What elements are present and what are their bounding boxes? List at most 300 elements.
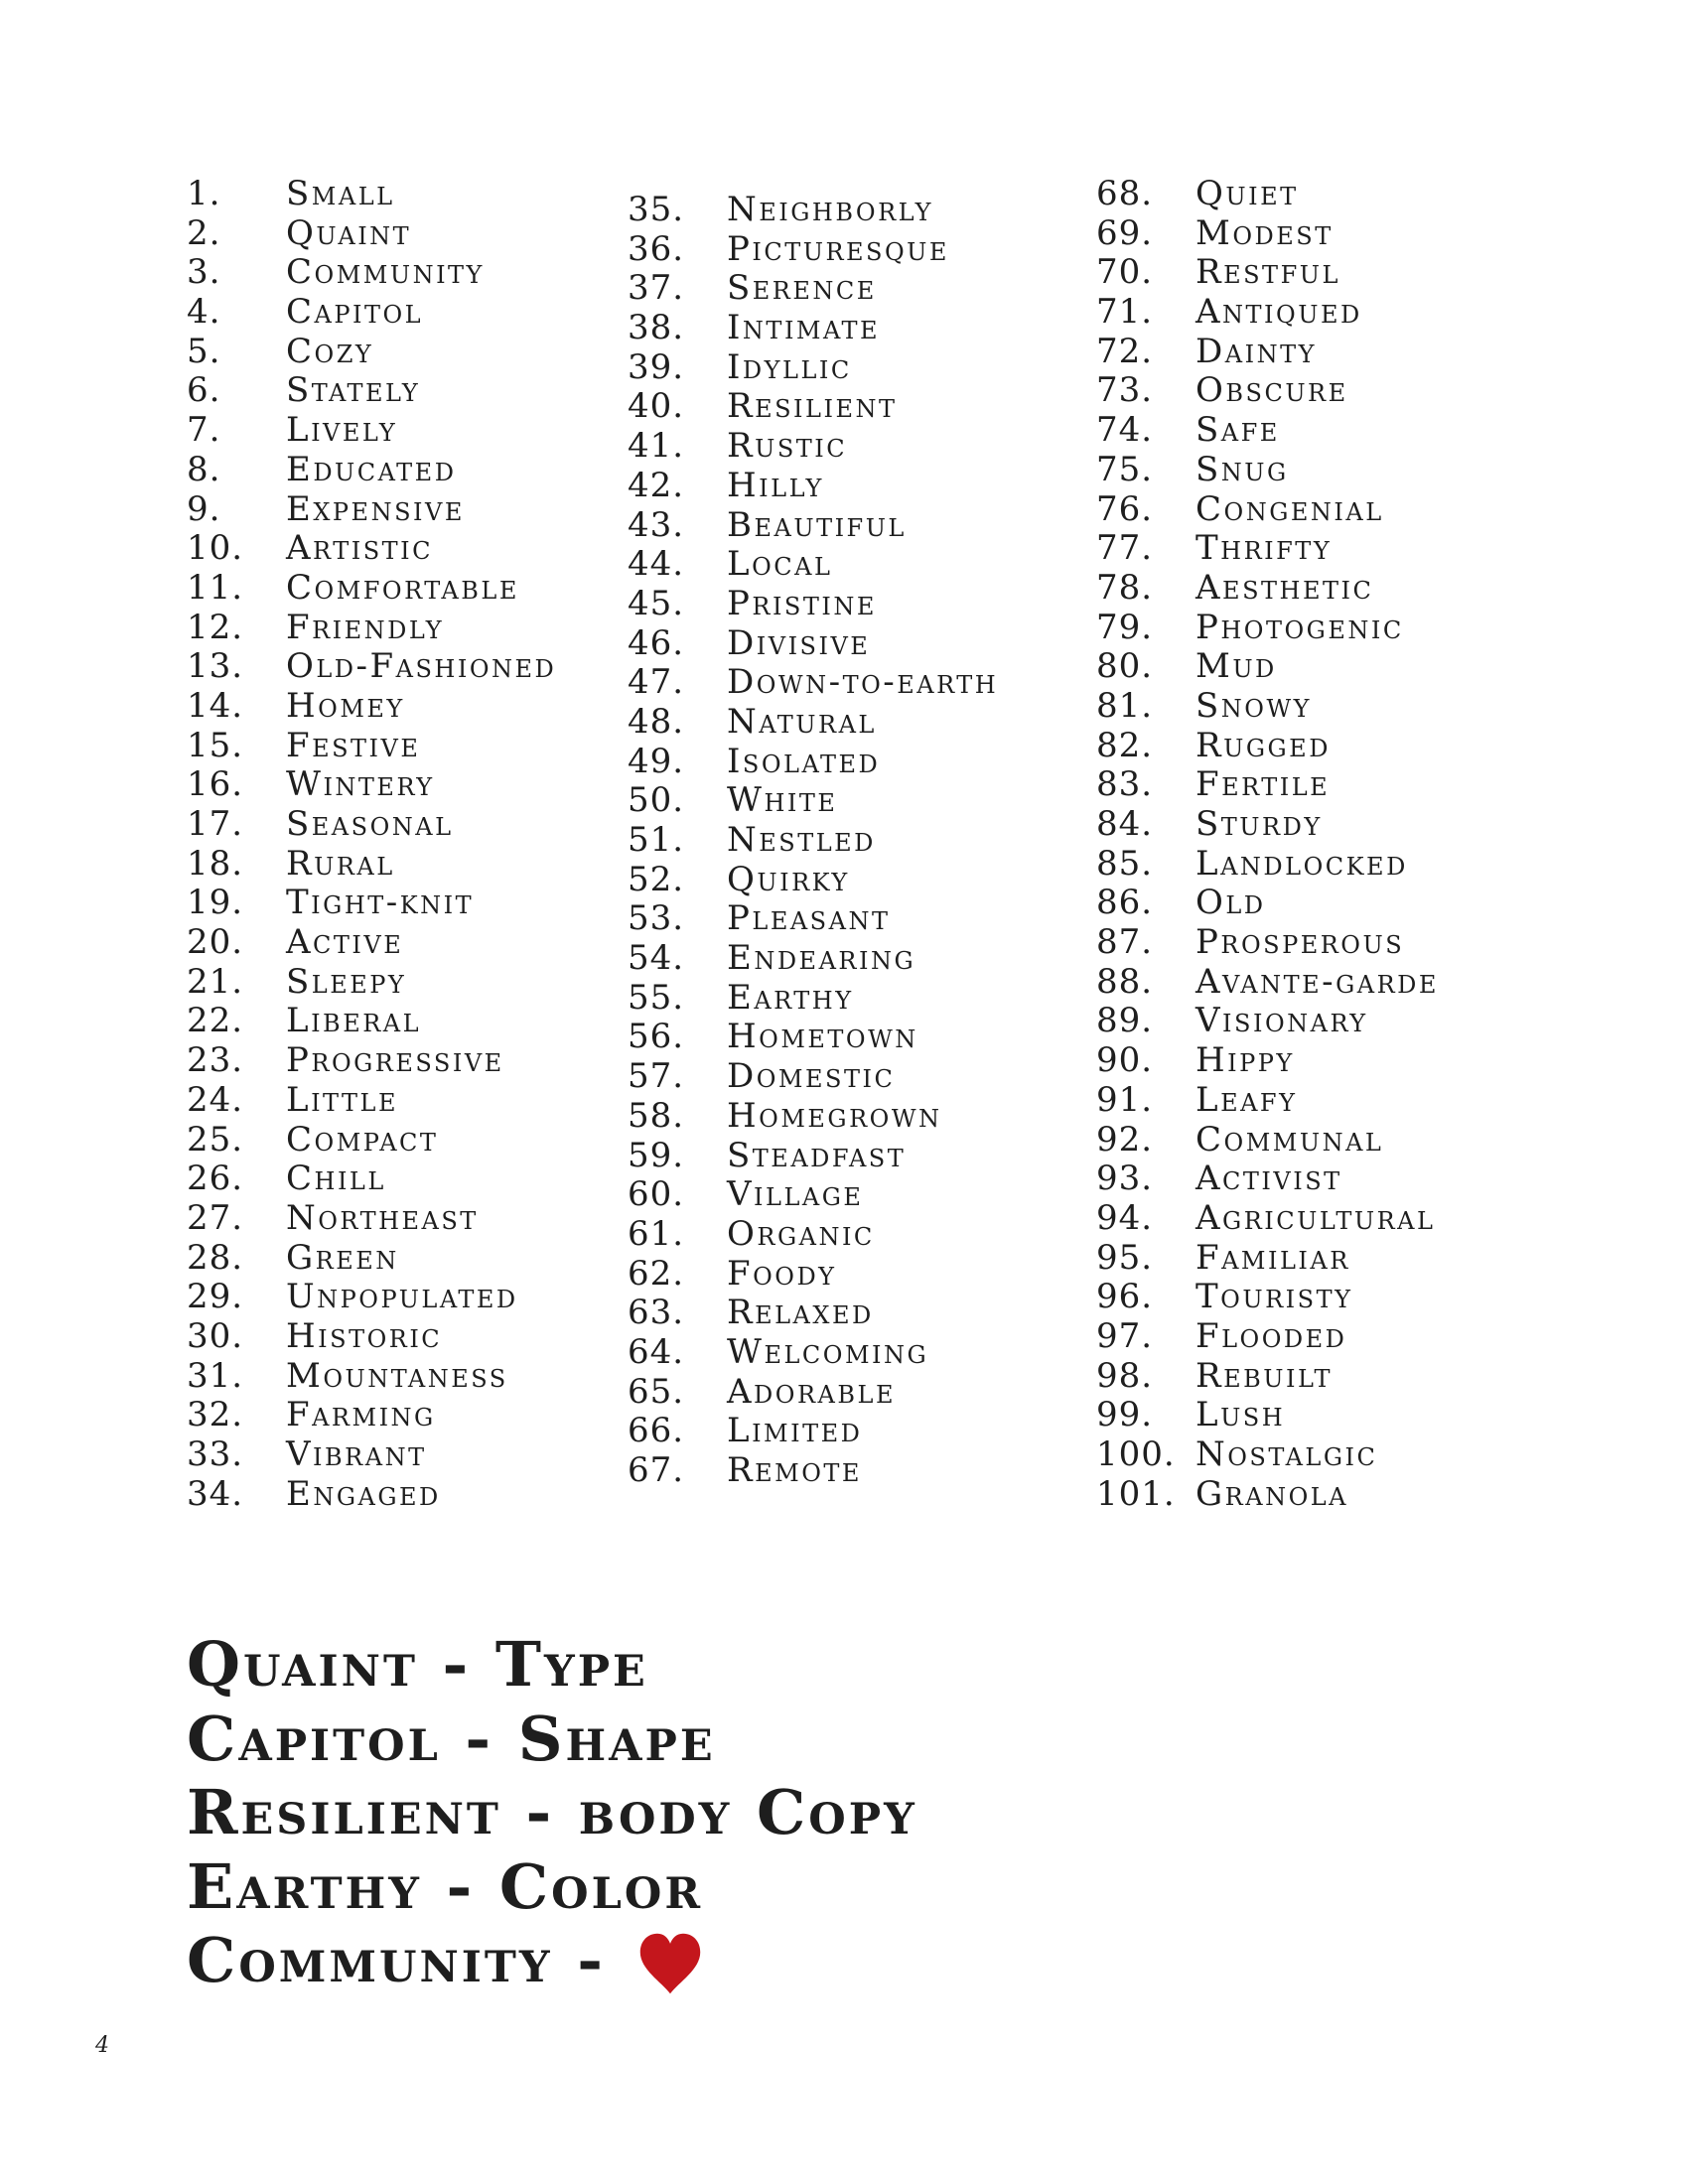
list-item-number: 56.: [628, 1017, 685, 1057]
list-item-number: 69.: [1096, 212, 1154, 253]
list-item: [628, 743, 1124, 782]
list-item-word: Neighborly: [727, 190, 933, 229]
list-item: [187, 1357, 683, 1397]
list-item-number: 10.: [187, 528, 244, 569]
list-item: [628, 624, 1124, 664]
list-item-number: 23.: [187, 1040, 244, 1081]
list-item-word: Picturesque: [727, 228, 949, 269]
list-item-number: 68.: [1096, 174, 1154, 213]
list-item: [1096, 569, 1593, 609]
list-item: [187, 765, 683, 805]
list-item-word: Limited: [727, 1411, 863, 1451]
list-item-word: Village: [727, 1174, 864, 1215]
list-item-number: 98.: [1096, 1355, 1154, 1396]
list-item: [1096, 609, 1593, 648]
list-item-word: Antiqued: [1196, 292, 1362, 333]
list-item-number: 21.: [187, 961, 244, 1002]
list-item-word: Resilient: [727, 386, 898, 427]
list-item: [187, 727, 683, 766]
list-item-number: 12.: [187, 607, 244, 647]
list-item: [1096, 253, 1593, 293]
list-item: [1096, 333, 1593, 372]
list-item: [187, 214, 683, 254]
list-item-word: Modest: [1196, 212, 1334, 253]
list-item-word: Quiet: [1196, 174, 1299, 213]
list-item: [187, 805, 683, 845]
list-item: [1096, 1278, 1593, 1317]
list-item: [187, 529, 683, 569]
list-item: [187, 609, 683, 648]
list-item: [628, 1215, 1124, 1255]
list-item: [187, 175, 683, 214]
list-item: [628, 1255, 1124, 1295]
list-item: [187, 333, 683, 372]
list-item-word: Rural: [286, 843, 395, 884]
list-item: [628, 939, 1124, 979]
list-item-number: 4.: [187, 292, 221, 333]
list-item-word: Lush: [1196, 1395, 1286, 1435]
list-item: [628, 1097, 1124, 1137]
list-item-number: 66.: [628, 1411, 685, 1451]
list-item-word: Agricultural: [1196, 1197, 1436, 1238]
list-item-word: Intimate: [727, 308, 881, 348]
list-item-number: 35.: [628, 190, 685, 229]
list-item: [1096, 214, 1593, 254]
list-item: [1096, 963, 1593, 1003]
list-item-word: Thrifty: [1196, 528, 1333, 569]
list-item-number: 44.: [628, 544, 685, 585]
list-item: [628, 1294, 1124, 1333]
list-item: [628, 427, 1124, 467]
list-item-word: White: [727, 780, 838, 821]
list-item: [628, 1333, 1124, 1373]
list-item: [628, 663, 1124, 703]
list-item: [628, 1018, 1124, 1057]
list-item-number: 90.: [1096, 1040, 1154, 1081]
list-item-word: Down-to-earth: [727, 662, 999, 703]
list-item: [628, 387, 1124, 427]
list-item-number: 73.: [1096, 370, 1154, 411]
list-item: [187, 845, 683, 885]
assignments: [187, 1628, 917, 1998]
list-item-word: Chill: [286, 1159, 386, 1199]
list-item-number: 85.: [1096, 843, 1154, 884]
list-item-word: Endearing: [727, 938, 916, 979]
list-item-word: Northeast: [286, 1197, 479, 1238]
list-item-number: 45.: [628, 583, 685, 623]
list-item-number: 9.: [187, 488, 221, 529]
list-item-word: Relaxed: [727, 1293, 874, 1333]
list-item-number: 88.: [1096, 961, 1154, 1002]
list-item-number: 39.: [628, 346, 685, 387]
list-item-number: 33.: [187, 1434, 244, 1474]
list-item-number: 75.: [1096, 449, 1154, 489]
list-item-word: Farming: [286, 1395, 436, 1435]
list-item-word: Unpopulated: [286, 1277, 518, 1317]
list-item-word: Snowy: [1196, 685, 1312, 726]
list-item: [1096, 1121, 1593, 1160]
list-item: [628, 269, 1124, 309]
list-item-number: 27.: [187, 1197, 244, 1238]
list-item-word: Isolated: [727, 741, 881, 781]
list-item: [1096, 490, 1593, 530]
list-item: [187, 1041, 683, 1081]
list-item-word: Tight-knit: [286, 883, 475, 923]
list-item: [1096, 411, 1593, 451]
list-item-word: Rebuilt: [1196, 1355, 1333, 1396]
list-item-word: Capitol: [286, 292, 424, 333]
list-item-word: Stately: [286, 370, 421, 411]
list-item: [187, 569, 683, 609]
list-item-word: Compact: [286, 1119, 439, 1160]
list-item-number: 65.: [628, 1371, 685, 1412]
list-item-number: 25.: [187, 1119, 244, 1160]
list-item: [187, 1160, 683, 1199]
list-item-word: Aesthetic: [1196, 567, 1374, 608]
list-item-number: 76.: [1096, 488, 1154, 529]
list-item-word: Small: [286, 174, 395, 213]
list-item-number: 83.: [1096, 764, 1154, 805]
list-item: [187, 687, 683, 727]
list-item: [628, 348, 1124, 388]
list-item: [187, 293, 683, 333]
word-column-1: [187, 175, 683, 1514]
list-item-number: 87.: [1096, 922, 1154, 963]
list-item: [187, 1199, 683, 1239]
list-item-number: 18.: [187, 843, 244, 884]
list-item-number: 26.: [187, 1159, 244, 1199]
list-item: [628, 821, 1124, 861]
list-item: [187, 1475, 683, 1515]
list-item-word: Friendly: [286, 607, 445, 647]
list-item: [187, 1239, 683, 1279]
list-item-number: 29.: [187, 1277, 244, 1317]
assignment-body-copy: Resilient - body Copy: [187, 1776, 917, 1848]
list-item: [1096, 1239, 1593, 1279]
list-item-word: Engaged: [286, 1473, 441, 1514]
list-item-number: 93.: [1096, 1159, 1154, 1199]
list-item-number: 37.: [628, 268, 685, 309]
list-item-number: 16.: [187, 764, 244, 805]
list-item-number: 70.: [1096, 252, 1154, 293]
list-item-word: Serence: [727, 268, 877, 309]
list-item: [1096, 1002, 1593, 1041]
list-item: [187, 253, 683, 293]
list-item-word: Safe: [1196, 410, 1280, 451]
list-item-number: 59.: [628, 1135, 685, 1175]
list-item-number: 8.: [187, 449, 221, 489]
list-item: [628, 781, 1124, 821]
list-item-word: Divisive: [727, 622, 871, 663]
list-item-number: 84.: [1096, 804, 1154, 844]
list-item-word: Beautiful: [727, 504, 907, 545]
list-item: [628, 1373, 1124, 1413]
list-item-word: Visionary: [1196, 1001, 1368, 1041]
list-item-word: Domestic: [727, 1056, 896, 1097]
list-item-number: 53.: [628, 898, 685, 939]
list-item: [187, 411, 683, 451]
list-item-word: Liberal: [286, 1001, 422, 1041]
list-item-number: 41.: [628, 426, 685, 467]
list-item-word: Sleepy: [286, 961, 407, 1002]
list-item-word: Green: [286, 1237, 399, 1278]
list-item-number: 31.: [187, 1355, 244, 1396]
list-item-word: Artistic: [286, 528, 433, 569]
list-item: [1096, 687, 1593, 727]
list-item-number: 64.: [628, 1331, 685, 1372]
list-item-number: 54.: [628, 938, 685, 979]
list-item-word: Nestled: [727, 820, 876, 860]
list-item-number: 40.: [628, 386, 685, 427]
list-item: [1096, 1199, 1593, 1239]
list-item-number: 36.: [628, 228, 685, 269]
list-item-word: Photogenic: [1196, 607, 1404, 647]
page-number: 4: [95, 2033, 109, 2058]
list-item-number: 81.: [1096, 685, 1154, 726]
list-item-word: Rugged: [1196, 725, 1331, 765]
list-item-word: Congenial: [1196, 488, 1384, 529]
list-item: [187, 884, 683, 923]
list-item-word: Cozy: [286, 331, 374, 371]
list-item-word: Idyllic: [727, 346, 852, 387]
list-item: [187, 923, 683, 963]
list-item-word: Homey: [286, 685, 405, 726]
list-item-number: 79.: [1096, 607, 1154, 647]
list-item-word: Progressive: [286, 1040, 504, 1081]
list-item-number: 58.: [628, 1095, 685, 1136]
list-item-word: Old-Fashioned: [286, 646, 557, 687]
list-item-word: Old: [1196, 883, 1266, 923]
list-item: [1096, 805, 1593, 845]
list-item-word: Seasonal: [286, 804, 454, 844]
list-item: [1096, 371, 1593, 411]
list-item-number: 30.: [187, 1315, 244, 1356]
list-item-word: Earthy: [727, 977, 854, 1018]
list-item-number: 80.: [1096, 646, 1154, 687]
list-item-word: Rustic: [727, 426, 848, 467]
list-item-word: Quirky: [727, 859, 850, 899]
list-item: [1096, 529, 1593, 569]
list-item: [628, 467, 1124, 506]
list-item-number: 89.: [1096, 1001, 1154, 1041]
list-item-word: Vibrant: [286, 1434, 427, 1474]
list-item: [187, 490, 683, 530]
list-item-number: 32.: [187, 1395, 244, 1435]
list-item-number: 62.: [628, 1253, 685, 1294]
list-item-word: Restful: [1196, 252, 1340, 293]
list-item-word: Obscure: [1196, 370, 1348, 411]
list-item: [628, 899, 1124, 939]
assignment-heart-label: Community -: [187, 1924, 606, 1996]
assignment-color: Earthy - Color: [187, 1849, 704, 1923]
list-item: [187, 1435, 683, 1475]
list-item: [628, 309, 1124, 348]
list-item-number: 99.: [1096, 1395, 1154, 1435]
list-item: [187, 1121, 683, 1160]
list-item-word: Prosperous: [1196, 922, 1405, 963]
list-item: [187, 963, 683, 1003]
list-item-number: 95.: [1096, 1237, 1154, 1278]
list-item-number: 17.: [187, 804, 244, 844]
list-item-word: Mountaness: [286, 1355, 508, 1396]
list-item-number: 91.: [1096, 1079, 1154, 1120]
list-item-number: 46.: [628, 622, 685, 663]
list-item-number: 2.: [187, 212, 221, 253]
list-item-word: Historic: [286, 1315, 443, 1356]
list-item-number: 100.: [1096, 1434, 1176, 1474]
list-item-number: 67.: [628, 1450, 685, 1490]
list-item: [1096, 727, 1593, 766]
list-item-word: Comfortable: [286, 567, 519, 608]
list-item-number: 43.: [628, 504, 685, 545]
list-item: [1096, 1317, 1593, 1357]
list-item-number: 94.: [1096, 1197, 1154, 1238]
list-item: [628, 191, 1124, 230]
list-item-number: 24.: [187, 1079, 244, 1120]
list-item-number: 11.: [187, 567, 244, 608]
list-item-word: Activist: [1196, 1159, 1342, 1199]
list-item-number: 47.: [628, 662, 685, 703]
assignment-heart: [187, 1924, 917, 1998]
list-item: [187, 647, 683, 687]
list-item-number: 6.: [187, 370, 221, 411]
list-item-number: 28.: [187, 1237, 244, 1278]
word-column-2: [628, 191, 1124, 1491]
list-item: [187, 1317, 683, 1357]
list-item-word: Quaint: [286, 212, 412, 253]
list-item-number: 48.: [628, 701, 685, 742]
list-item-number: 34.: [187, 1473, 244, 1514]
list-item-word: Communal: [1196, 1119, 1384, 1160]
list-item: [628, 585, 1124, 624]
list-item-word: Leafy: [1196, 1079, 1298, 1120]
list-item: [187, 451, 683, 490]
list-item-word: Sturdy: [1196, 804, 1323, 844]
list-item: [1096, 765, 1593, 805]
list-item: [628, 506, 1124, 546]
list-item-word: Festive: [286, 725, 421, 765]
list-item: [1096, 1041, 1593, 1081]
list-item: [1096, 451, 1593, 490]
list-item: [628, 545, 1124, 585]
list-item: [1096, 923, 1593, 963]
list-item: [1096, 1081, 1593, 1121]
list-item-word: Hippy: [1196, 1040, 1295, 1081]
list-item-word: Dainty: [1196, 331, 1317, 371]
list-item-number: 1.: [187, 174, 221, 213]
list-item-number: 52.: [628, 859, 685, 899]
list-item-number: 20.: [187, 922, 244, 963]
list-item: [1096, 884, 1593, 923]
list-item-number: 97.: [1096, 1315, 1154, 1356]
list-item-word: Wintery: [286, 764, 435, 805]
list-item-word: Hilly: [727, 465, 824, 505]
list-item-number: 96.: [1096, 1277, 1154, 1317]
list-item: [1096, 647, 1593, 687]
list-item: [628, 230, 1124, 270]
list-item-word: Snug: [1196, 449, 1289, 489]
list-item-word: Granola: [1196, 1473, 1349, 1514]
list-item: [628, 1057, 1124, 1097]
list-item: [1096, 1160, 1593, 1199]
list-item-number: 38.: [628, 308, 685, 348]
list-item: [628, 1451, 1124, 1491]
list-item: [187, 1278, 683, 1317]
list-item-number: 51.: [628, 820, 685, 860]
list-item-word: Mud: [1196, 646, 1277, 687]
list-item-number: 57.: [628, 1056, 685, 1097]
list-item: [628, 861, 1124, 900]
list-item-number: 60.: [628, 1174, 685, 1215]
list-item-number: 77.: [1096, 528, 1154, 569]
list-item-word: Welcoming: [727, 1331, 929, 1372]
list-item-number: 55.: [628, 977, 685, 1018]
heart-icon: [634, 1926, 706, 2001]
list-item: [187, 1081, 683, 1121]
list-item-word: Avante-garde: [1196, 961, 1439, 1002]
list-item: [187, 1002, 683, 1041]
list-item: [628, 1412, 1124, 1451]
list-item-number: 86.: [1096, 883, 1154, 923]
list-item: [1096, 845, 1593, 885]
list-item-number: 13.: [187, 646, 244, 687]
assignment-shape: Capitol - Shape: [187, 1702, 716, 1775]
list-item-word: Homegrown: [727, 1095, 942, 1136]
list-item-word: Remote: [727, 1450, 862, 1490]
list-item-number: 61.: [628, 1213, 685, 1254]
list-item: [1096, 1435, 1593, 1475]
list-item: [628, 1175, 1124, 1215]
list-item-word: Lively: [286, 410, 398, 451]
list-item-number: 101.: [1096, 1473, 1176, 1514]
list-item: [187, 1396, 683, 1435]
list-item-word: Local: [727, 544, 833, 585]
word-column-3: [1096, 175, 1593, 1514]
list-item-word: Foody: [727, 1253, 837, 1294]
list-item: [1096, 175, 1593, 214]
list-item-number: 71.: [1096, 292, 1154, 333]
list-item-number: 15.: [187, 725, 244, 765]
list-item: [628, 1137, 1124, 1176]
list-item-word: Nostalgic: [1196, 1434, 1378, 1474]
list-item-number: 49.: [628, 741, 685, 781]
list-item-word: Pleasant: [727, 898, 891, 939]
list-item-number: 22.: [187, 1001, 244, 1041]
list-item-number: 42.: [628, 465, 685, 505]
list-item-word: Organic: [727, 1213, 875, 1254]
list-item-number: 3.: [187, 252, 221, 293]
list-item-word: Pristine: [727, 583, 877, 623]
list-item-number: 92.: [1096, 1119, 1154, 1160]
list-item-number: 74.: [1096, 410, 1154, 451]
list-item-number: 82.: [1096, 725, 1154, 765]
list-item-word: Touristy: [1196, 1277, 1353, 1317]
list-item-word: Fertile: [1196, 764, 1331, 805]
list-item-word: Landlocked: [1196, 843, 1408, 884]
list-item: [1096, 293, 1593, 333]
list-item-word: Flooded: [1196, 1315, 1347, 1356]
list-item-word: Adorable: [727, 1371, 896, 1412]
list-item-word: Familiar: [1196, 1237, 1350, 1278]
list-item-number: 78.: [1096, 567, 1154, 608]
list-item-number: 63.: [628, 1293, 685, 1333]
list-item: [628, 979, 1124, 1019]
list-item-number: 14.: [187, 685, 244, 726]
list-item-number: 72.: [1096, 331, 1154, 371]
list-item-word: Hometown: [727, 1017, 918, 1057]
list-item-word: Active: [286, 922, 404, 963]
list-item-word: Expensive: [286, 488, 465, 529]
